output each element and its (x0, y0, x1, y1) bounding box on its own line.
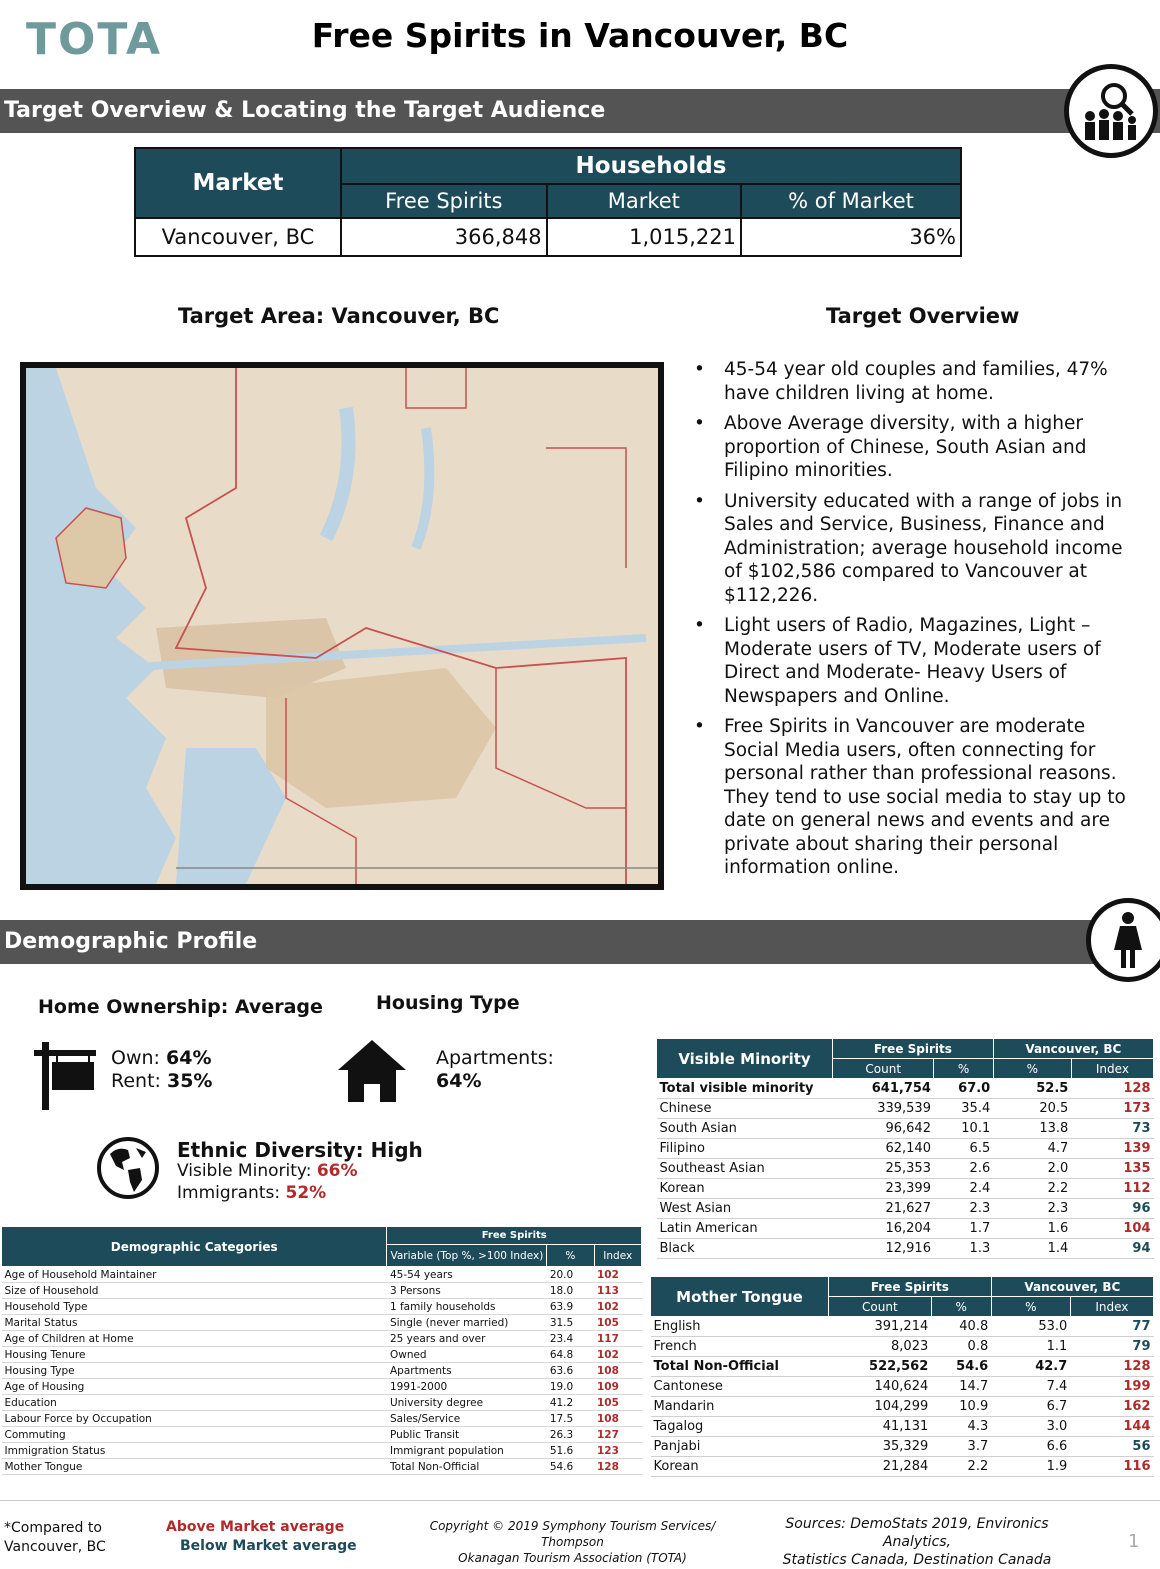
table-row (657, 1119, 1154, 1139)
table-row (657, 1179, 1154, 1199)
vm-pct2-header: % (993, 1059, 1071, 1079)
table-row (651, 1377, 1154, 1397)
vm-free-spirits-header: Free Spirits (833, 1039, 994, 1059)
category-cell: Age of Children at Home (2, 1331, 387, 1347)
own-value: 64% (166, 1047, 212, 1069)
mt-vancouver-header: Vancouver, BC (991, 1277, 1153, 1297)
compared-note (4, 1519, 106, 1557)
mother-tongue-title: Mother Tongue (651, 1277, 829, 1317)
pct-cell: 1.7 (934, 1219, 993, 1239)
count-cell: 35,329 (829, 1437, 932, 1457)
count-cell: 641,754 (833, 1079, 934, 1099)
vancouver-pct-cell: 1.9 (991, 1457, 1070, 1477)
index-cell: 162 (1070, 1397, 1153, 1417)
target-area-heading: Target Area: Vancouver, BC (178, 304, 500, 328)
index-cell: 199 (1070, 1377, 1153, 1397)
immigrants-value: 52% (285, 1183, 327, 1203)
index-cell: 135 (1071, 1159, 1153, 1179)
index-header: Index (594, 1245, 642, 1267)
vm-index-header: Index (1071, 1059, 1153, 1079)
category-cell: Age of Household Maintainer (2, 1267, 387, 1283)
free-spirits-cell: 366,848 (341, 218, 547, 256)
vancouver-pct-cell: 2.3 (993, 1199, 1071, 1219)
table-row (2, 1267, 642, 1283)
pct-cell: 10.1 (934, 1119, 993, 1139)
ethnic-values (177, 1160, 358, 1204)
mother-tongue-table (650, 1276, 1154, 1477)
vancouver-pct-cell: 6.7 (991, 1397, 1070, 1417)
category-cell: Size of Household (2, 1283, 387, 1299)
free-spirits-header: Free Spirits (341, 184, 547, 218)
rent-value: 35% (166, 1070, 213, 1092)
table-row (2, 1427, 642, 1443)
pct-cell: 23.4 (547, 1331, 594, 1347)
pct-cell: 64.8 (547, 1347, 594, 1363)
pct-cell: 2.3 (934, 1199, 993, 1219)
minority-name-cell: Chinese (657, 1099, 833, 1119)
table-row (657, 1199, 1154, 1219)
variable-cell: Sales/Service (387, 1411, 547, 1427)
vancouver-pct-cell: 20.5 (993, 1099, 1071, 1119)
copyright-line2: Okanagan Tourism Association (TOTA) (458, 1551, 687, 1565)
variable-header: Variable (Top %, >100 Index) (387, 1245, 547, 1267)
count-cell: 140,624 (829, 1377, 932, 1397)
pct-cell: 14.7 (931, 1377, 991, 1397)
vm-pct-header: % (934, 1059, 993, 1079)
category-cell: Commuting (2, 1427, 387, 1443)
count-cell: 104,299 (829, 1397, 932, 1417)
table-row (2, 1283, 642, 1299)
overview-bullet: • Free Spirits in Vancouver are moderate Social Media users, often connecting for personal rather than professional reasons. They tend to use social media to stay up to date on general news and events and are private about sharing their personal information online. (694, 715, 1134, 880)
variable-cell: Total Non-Official (387, 1459, 547, 1475)
table-row (657, 1139, 1154, 1159)
count-cell: 23,399 (833, 1179, 934, 1199)
variable-cell: Immigrant population (387, 1443, 547, 1459)
count-cell: 8,023 (829, 1337, 932, 1357)
language-name-cell: French (651, 1337, 829, 1357)
index-cell: 96 (1071, 1199, 1153, 1219)
category-cell: Labour Force by Occupation (2, 1411, 387, 1427)
variable-cell: 1 family households (387, 1299, 547, 1315)
index-cell: 128 (1070, 1357, 1153, 1377)
category-cell: Age of Housing (2, 1379, 387, 1395)
footer (0, 1500, 1160, 1568)
index-cell: 102 (594, 1267, 642, 1283)
housing-type-values (436, 1047, 554, 1093)
overview-bullet: • University educated with a range of jobs in Sales and Service, Business, Finance and Administration; average household income of $102,586 compared to Vancouver at $112,226. (694, 490, 1134, 608)
map-graphic (26, 368, 658, 884)
pct-cell: 2.6 (934, 1159, 993, 1179)
index-cell: 123 (594, 1443, 642, 1459)
count-cell: 16,204 (833, 1219, 934, 1239)
vm-vancouver-header: Vancouver, BC (993, 1039, 1153, 1059)
vancouver-pct-cell: 2.0 (993, 1159, 1071, 1179)
pct-cell: 2.2 (931, 1457, 991, 1477)
count-cell: 21,284 (829, 1457, 932, 1477)
market-count-header: Market (547, 184, 741, 218)
index-cell: 79 (1070, 1337, 1153, 1357)
tota-logo: TOTA (26, 14, 163, 65)
own-label: Own: (111, 1047, 160, 1069)
table-row (657, 1159, 1154, 1179)
pct-cell: 10.9 (931, 1397, 991, 1417)
immigrants-label: Immigrants: (177, 1183, 281, 1203)
category-cell: Immigration Status (2, 1443, 387, 1459)
sources-line1: Sources: DemoStats 2019, Environics Analytics, (785, 1516, 1049, 1550)
section-title: Target Overview & Locating the Target Audience (4, 98, 606, 123)
rent-label: Rent: (111, 1070, 161, 1092)
sources (752, 1515, 1082, 1569)
index-cell: 128 (1071, 1079, 1153, 1099)
category-cell: Household Type (2, 1299, 387, 1315)
pct-cell: 67.0 (934, 1079, 993, 1099)
index-cell: 77 (1070, 1317, 1153, 1337)
count-cell: 12,916 (833, 1239, 934, 1259)
variable-cell: Owned (387, 1347, 547, 1363)
count-cell: 339,539 (833, 1099, 934, 1119)
table-row (651, 1417, 1154, 1437)
pct-cell: 19.0 (547, 1379, 594, 1395)
minority-name-cell: Latin American (657, 1219, 833, 1239)
market-header: Market (135, 148, 341, 218)
index-cell: 102 (594, 1347, 642, 1363)
compared-line1: *Compared to (4, 1520, 102, 1536)
variable-cell: Public Transit (387, 1427, 547, 1443)
index-cell: 104 (1071, 1219, 1153, 1239)
section-band-demographic (0, 920, 1160, 964)
households-table (134, 147, 962, 257)
variable-cell: 45-54 years (387, 1267, 547, 1283)
visible-minority-table (656, 1038, 1154, 1259)
demographic-categories-table (1, 1226, 642, 1475)
minority-name-cell: Southeast Asian (657, 1159, 833, 1179)
vancouver-pct-cell: 7.4 (991, 1377, 1070, 1397)
pct-cell: 4.3 (931, 1417, 991, 1437)
category-cell: Housing Tenure (2, 1347, 387, 1363)
language-name-cell: Total Non-Official (651, 1357, 829, 1377)
target-overview-list (694, 358, 1134, 887)
apartments-label: Apartments: (436, 1047, 554, 1069)
compared-line2: Vancouver, BC (4, 1539, 106, 1555)
globe-icon (96, 1136, 160, 1204)
section-title: Demographic Profile (4, 929, 258, 954)
variable-cell: 25 years and over (387, 1331, 547, 1347)
category-cell: Education (2, 1395, 387, 1411)
category-cell: Housing Type (2, 1363, 387, 1379)
count-cell: 41,131 (829, 1417, 932, 1437)
section-band-target-overview (0, 89, 1160, 133)
category-cell: Marital Status (2, 1315, 387, 1331)
language-name-cell: Mandarin (651, 1397, 829, 1417)
mt-count-header: Count (829, 1297, 932, 1317)
house-icon (338, 1040, 406, 1106)
table-row (2, 1315, 642, 1331)
table-row (651, 1397, 1154, 1417)
minority-name-cell: Black (657, 1239, 833, 1259)
vancouver-pct-cell: 4.7 (993, 1139, 1071, 1159)
pct-cell: 31.5 (547, 1315, 594, 1331)
sources-line2: Statistics Canada, Destination Canada (782, 1552, 1052, 1568)
pct-market-cell: 36% (741, 218, 961, 256)
table-row (2, 1363, 642, 1379)
index-cell: 108 (594, 1363, 642, 1379)
table-row (2, 1379, 642, 1395)
vancouver-pct-cell: 53.0 (991, 1317, 1070, 1337)
table-row (2, 1331, 642, 1347)
mt-pct2-header: % (991, 1297, 1070, 1317)
index-cell: 112 (1071, 1179, 1153, 1199)
pct-cell: 40.8 (931, 1317, 991, 1337)
index-cell: 117 (594, 1331, 642, 1347)
count-cell: 391,214 (829, 1317, 932, 1337)
vm-count-header: Count (833, 1059, 934, 1079)
index-cell: 105 (594, 1395, 642, 1411)
page-number: 1 (1128, 1531, 1140, 1552)
table-row (657, 1239, 1154, 1259)
market-name-cell: Vancouver, BC (135, 218, 341, 256)
index-cell: 73 (1071, 1119, 1153, 1139)
index-cell: 128 (594, 1459, 642, 1475)
index-cell: 108 (594, 1411, 642, 1427)
index-cell: 56 (1070, 1437, 1153, 1457)
for-sale-sign-icon (34, 1042, 98, 1114)
pct-cell: 6.5 (934, 1139, 993, 1159)
overview-bullet: • Above Average diversity, with a higher proportion of Chinese, South Asian and Filipino minorities. (694, 412, 1134, 483)
vancouver-pct-cell: 52.5 (993, 1079, 1071, 1099)
pct-market-header: % of Market (741, 184, 961, 218)
index-cell: 144 (1070, 1417, 1153, 1437)
visible-minority-label: Visible Minority: (177, 1161, 312, 1181)
minority-name-cell: Filipino (657, 1139, 833, 1159)
pct-cell: 51.6 (547, 1443, 594, 1459)
index-cell: 94 (1071, 1239, 1153, 1259)
pct-header: % (547, 1245, 594, 1267)
index-cell: 127 (594, 1427, 642, 1443)
pct-cell: 63.6 (547, 1363, 594, 1379)
home-ownership-heading: Home Ownership: Average (38, 996, 323, 1018)
variable-cell: 3 Persons (387, 1283, 547, 1299)
table-row (2, 1459, 642, 1475)
table-row (651, 1457, 1154, 1477)
language-name-cell: Korean (651, 1457, 829, 1477)
vancouver-pct-cell: 1.4 (993, 1239, 1071, 1259)
table-row (2, 1299, 642, 1315)
table-row (2, 1347, 642, 1363)
categories-header: Demographic Categories (2, 1227, 387, 1267)
minority-name-cell: Korean (657, 1179, 833, 1199)
visible-minority-title: Visible Minority (657, 1039, 833, 1079)
ownership-values (111, 1047, 212, 1093)
copyright (400, 1518, 745, 1566)
table-row (2, 1395, 642, 1411)
pct-cell: 26.3 (547, 1427, 594, 1443)
table-row (651, 1337, 1154, 1357)
variable-cell: University degree (387, 1395, 547, 1411)
pct-cell: 3.7 (931, 1437, 991, 1457)
table-row (657, 1079, 1154, 1099)
vancouver-pct-cell: 2.2 (993, 1179, 1071, 1199)
below-market-legend: Below Market average (180, 1538, 357, 1554)
free-spirits-header: Free Spirits (387, 1227, 642, 1245)
ethnic-diversity-heading: Ethnic Diversity: High (177, 1138, 423, 1162)
apartments-value: 64% (436, 1070, 482, 1092)
vancouver-pct-cell: 42.7 (991, 1357, 1070, 1377)
pct-cell: 17.5 (547, 1411, 594, 1427)
table-row (2, 1411, 642, 1427)
count-cell: 25,353 (833, 1159, 934, 1179)
page-title: Free Spirits in Vancouver, BC (311, 16, 849, 55)
pct-cell: 0.8 (931, 1337, 991, 1357)
pct-cell: 18.0 (547, 1283, 594, 1299)
vancouver-pct-cell: 13.8 (993, 1119, 1071, 1139)
category-cell: Mother Tongue (2, 1459, 387, 1475)
variable-cell: Single (never married) (387, 1315, 547, 1331)
language-name-cell: Panjabi (651, 1437, 829, 1457)
table-row (657, 1099, 1154, 1119)
vancouver-pct-cell: 6.6 (991, 1437, 1070, 1457)
count-cell: 96,642 (833, 1119, 934, 1139)
mt-pct-header: % (931, 1297, 991, 1317)
pct-cell: 20.0 (547, 1267, 594, 1283)
index-cell: 173 (1071, 1099, 1153, 1119)
pct-cell: 2.4 (934, 1179, 993, 1199)
pct-cell: 1.3 (934, 1239, 993, 1259)
language-name-cell: English (651, 1317, 829, 1337)
pct-cell: 35.4 (934, 1099, 993, 1119)
minority-name-cell: Total visible minority (657, 1079, 833, 1099)
overview-bullet: • Light users of Radio, Magazines, Light – Moderate users of TV, Moderate users of Direct and Moderate- Heavy Users of Newspapers and Online. (694, 614, 1134, 708)
audience-search-icon (1064, 64, 1158, 158)
vancouver-pct-cell: 1.1 (991, 1337, 1070, 1357)
mt-index-header: Index (1070, 1297, 1153, 1317)
language-name-cell: Tagalog (651, 1417, 829, 1437)
variable-cell: 1991-2000 (387, 1379, 547, 1395)
person-icon (1086, 898, 1160, 982)
pct-cell: 63.9 (547, 1299, 594, 1315)
count-cell: 21,627 (833, 1199, 934, 1219)
households-header: Households (341, 148, 961, 184)
minority-name-cell: West Asian (657, 1199, 833, 1219)
index-cell: 116 (1070, 1457, 1153, 1477)
vancouver-pct-cell: 3.0 (991, 1417, 1070, 1437)
pct-cell: 41.2 (547, 1395, 594, 1411)
pct-cell: 54.6 (547, 1459, 594, 1475)
table-row (2, 1443, 642, 1459)
count-cell: 522,562 (829, 1357, 932, 1377)
table-row (651, 1437, 1154, 1457)
count-cell: 62,140 (833, 1139, 934, 1159)
visible-minority-value: 66% (316, 1161, 358, 1181)
target-area-map (20, 362, 664, 890)
table-row (651, 1317, 1154, 1337)
index-cell: 113 (594, 1283, 642, 1299)
vancouver-pct-cell: 1.6 (993, 1219, 1071, 1239)
index-cell: 105 (594, 1315, 642, 1331)
mt-free-spirits-header: Free Spirits (829, 1277, 992, 1297)
pct-cell: 54.6 (931, 1357, 991, 1377)
target-overview-heading: Target Overview (826, 304, 1020, 328)
table-row (651, 1357, 1154, 1377)
variable-cell: Apartments (387, 1363, 547, 1379)
index-cell: 139 (1071, 1139, 1153, 1159)
housing-type-heading: Housing Type (376, 992, 520, 1014)
above-market-legend: Above Market average (166, 1519, 345, 1535)
language-name-cell: Cantonese (651, 1377, 829, 1397)
index-cell: 109 (594, 1379, 642, 1395)
table-row (657, 1219, 1154, 1239)
copyright-line1: Copyright © 2019 Symphony Tourism Services/ Thompson (429, 1519, 716, 1549)
index-cell: 102 (594, 1299, 642, 1315)
overview-bullet: • 45-54 year old couples and families, 47% have children living at home. (694, 358, 1134, 405)
market-count-cell: 1,015,221 (547, 218, 741, 256)
minority-name-cell: South Asian (657, 1119, 833, 1139)
